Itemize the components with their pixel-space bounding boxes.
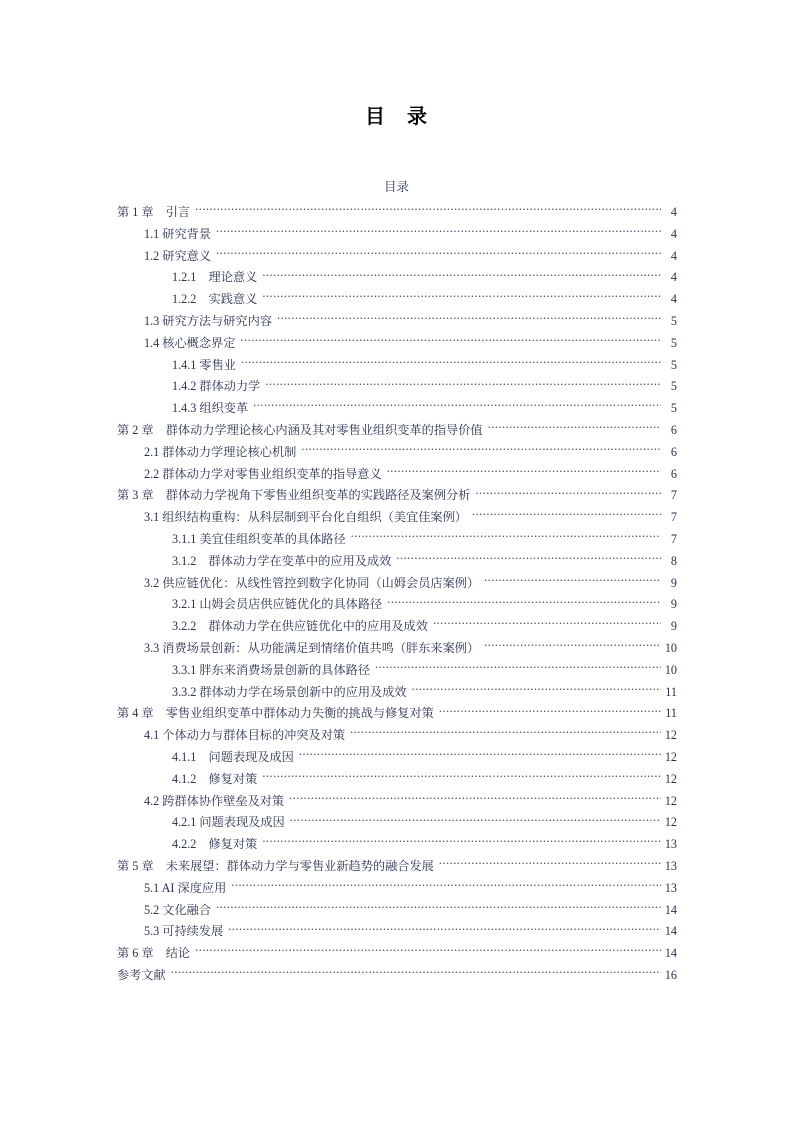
toc-entry[interactable] [117, 682, 677, 704]
toc-dot-leader [195, 945, 661, 957]
toc-entry[interactable] [117, 333, 677, 355]
toc-page-number: 6 [670, 422, 677, 437]
toc-entry[interactable] [117, 246, 677, 268]
toc-dot-leader [241, 357, 661, 369]
toc-entry[interactable] [117, 812, 677, 834]
toc-entry-label: 4.1.2 修复对策 [172, 771, 258, 786]
toc-dot-leader [439, 705, 661, 717]
toc-dot-leader [195, 204, 661, 216]
toc-dot-leader [387, 596, 661, 608]
toc-dot-leader [290, 814, 661, 826]
toc-page-number: 10 [664, 640, 677, 655]
toc-entry-label: 1.4.3 组织变革 [172, 401, 249, 416]
toc-dot-leader [262, 291, 661, 303]
toc-dot-leader [412, 684, 661, 696]
toc-page-number: 5 [670, 357, 677, 372]
toc-entry[interactable] [117, 921, 677, 943]
toc-dot-leader [350, 727, 661, 739]
toc-dot-leader [262, 836, 661, 848]
toc-page-number: 8 [670, 553, 677, 568]
toc-dot-leader [277, 313, 661, 325]
toc-dot-leader [262, 771, 661, 783]
toc-entry[interactable] [117, 224, 677, 246]
toc-page-number: 14 [664, 924, 677, 939]
toc-entry-label: 第 6 章 结论 [117, 946, 191, 961]
toc-page-number: 13 [664, 858, 677, 873]
toc-entry-label: 第 1 章 引言 [117, 205, 191, 219]
toc-entry[interactable] [117, 289, 677, 311]
toc-page-number: 6 [670, 466, 677, 481]
toc-entry[interactable] [117, 725, 677, 747]
toc-entry-label: 5.2 文化融合 [144, 902, 212, 917]
toc-entry-label: 3.1.2 群体动力学在变革中的应用及成效 [172, 553, 392, 568]
toc-page-number: 9 [670, 575, 677, 590]
toc-entry-label: 4.1.1 问题表现及成因 [172, 749, 294, 764]
toc-page-number: 4 [670, 270, 677, 285]
toc-entry[interactable] [117, 769, 677, 791]
toc-entry[interactable] [117, 420, 677, 442]
toc-entry-label: 第 2 章 群体动力学理论核心内涵及其对零售业组织变革的指导价值 [117, 422, 483, 437]
toc-dot-leader [484, 575, 661, 587]
toc-entry-label: 第 3 章 群体动力学视角下零售业组织变革的实践路径及案例分析 [117, 488, 471, 503]
toc-dot-leader [171, 967, 661, 979]
toc-dot-leader [289, 793, 661, 805]
toc-entry[interactable] [117, 703, 677, 725]
toc-dot-leader [216, 226, 661, 238]
toc-entry[interactable] [117, 965, 677, 987]
toc-entry-label: 第 4 章 零售业组织变革中群体动力失衡的挑战与修复对策 [117, 706, 434, 721]
toc-entry[interactable] [117, 464, 677, 486]
toc-entry-label: 3.2 供应链优化：从线性管控到数字化协同（山姆会员店案例） [144, 575, 480, 590]
toc-entry[interactable] [117, 900, 677, 922]
toc-dot-leader [299, 749, 661, 761]
toc-dot-leader [301, 444, 661, 456]
toc-entry[interactable] [117, 660, 677, 682]
toc-dot-leader [439, 858, 661, 870]
toc-entry-label: 1.4 核心概念界定 [144, 335, 236, 350]
toc-entry-label: 3.3 消费场景创新：从功能满足到情绪价值共鸣（胖东来案例） [144, 640, 480, 655]
toc-dot-leader [472, 509, 661, 521]
toc-entry[interactable] [117, 573, 677, 595]
toc-entry-label: 2.1 群体动力学理论核心机制 [144, 444, 297, 459]
toc-entry[interactable] [117, 856, 677, 878]
toc-page-number: 12 [664, 728, 677, 743]
toc-entry[interactable] [117, 485, 677, 507]
toc-entry-label: 1.3 研究方法与研究内容 [144, 313, 272, 328]
toc-entry-label: 1.2.1 理论意义 [172, 270, 258, 285]
toc-dot-leader [387, 466, 661, 478]
toc-dot-leader [484, 640, 661, 652]
toc-page-number: 5 [670, 379, 677, 394]
toc-entry-label: 3.3.1 胖东来消费场景创新的具体路径 [172, 662, 371, 677]
toc-entry-label: 4.2 跨群体协作壁垒及对策 [144, 793, 285, 808]
toc-page-number: 12 [664, 771, 677, 786]
toc-page-number: 9 [670, 597, 677, 612]
toc-page-number: 5 [670, 313, 677, 328]
toc-entry[interactable] [117, 442, 677, 464]
toc-entry[interactable] [117, 594, 677, 616]
toc-page-number: 7 [670, 531, 677, 546]
toc-page-number: 11 [665, 706, 677, 721]
toc-dot-leader [228, 923, 661, 935]
toc-dot-leader [433, 618, 661, 630]
toc-page-number: 11 [665, 684, 677, 699]
toc-page-number: 9 [670, 619, 677, 634]
toc-dot-leader [265, 378, 661, 390]
toc-entry-label: 1.2.2 实践意义 [172, 292, 258, 307]
toc-entry-label: 3.1.1 美宜佳组织变革的具体路径 [172, 531, 346, 546]
toc-page-number: 4 [670, 292, 677, 307]
toc-entry[interactable] [117, 638, 677, 660]
toc-entry[interactable] [117, 791, 677, 813]
toc-entry[interactable] [117, 398, 677, 420]
toc-entry[interactable] [117, 834, 677, 856]
toc-dot-leader [216, 248, 661, 260]
table-of-contents [117, 202, 677, 987]
toc-page-number: 7 [670, 510, 677, 525]
toc-page-number: 5 [670, 335, 677, 350]
toc-entry[interactable] [117, 747, 677, 769]
toc-entry-label: 4.1 个体动力与群体目标的冲突及对策 [144, 728, 346, 743]
toc-entry-label: 5.1 AI 深度应用 [144, 880, 227, 895]
toc-entry[interactable] [117, 943, 677, 965]
toc-entry[interactable] [117, 551, 677, 573]
toc-entry-label: 参考文献 [117, 967, 166, 982]
toc-entry[interactable] [117, 507, 677, 529]
toc-page-number: 13 [664, 837, 677, 852]
toc-page-number: 13 [664, 880, 677, 895]
toc-page-number: 14 [664, 946, 677, 961]
toc-dot-leader [351, 531, 661, 543]
toc-dot-leader [396, 553, 661, 565]
toc-page-number: 12 [664, 815, 677, 830]
toc-page-number: 5 [670, 401, 677, 416]
toc-entry[interactable] [117, 202, 677, 224]
toc-dot-leader [216, 902, 661, 914]
toc-dot-leader [231, 880, 661, 892]
toc-page-number: 12 [664, 793, 677, 808]
toc-page-number: 14 [664, 902, 677, 917]
toc-entry-label: 第 5 章 未来展望：群体动力学与零售业新趋势的融合发展 [117, 858, 434, 873]
toc-entry[interactable] [117, 267, 677, 289]
toc-dot-leader [475, 487, 661, 499]
toc-page-number: 7 [670, 488, 677, 503]
toc-page-number: 12 [664, 749, 677, 764]
toc-entry-label: 4.2.1 问题表现及成因 [172, 815, 285, 830]
toc-entry-label: 1.4.2 群体动力学 [172, 379, 261, 394]
toc-entry-label: 3.3.2 群体动力学在场景创新中的应用及成效 [172, 684, 407, 699]
toc-dot-leader [488, 422, 661, 434]
toc-entry-label: 2.2 群体动力学对零售业组织变革的指导意义 [144, 466, 382, 481]
toc-dot-leader [240, 335, 661, 347]
toc-entry[interactable] [117, 311, 677, 333]
toc-page-number: 4 [670, 226, 677, 241]
toc-page-number: 6 [670, 444, 677, 459]
toc-dot-leader [262, 269, 661, 281]
toc-entry[interactable] [117, 878, 677, 900]
toc-dot-leader [375, 662, 661, 674]
toc-page-number: 16 [664, 967, 677, 982]
toc-page-number: 4 [670, 205, 677, 219]
toc-entry[interactable] [117, 616, 677, 638]
toc-entry-label: 3.2.1 山姆会员店供应链优化的具体路径 [172, 597, 383, 612]
toc-entry[interactable] [117, 376, 677, 398]
toc-page-number: 10 [664, 662, 677, 677]
toc-entry[interactable] [117, 355, 677, 377]
toc-entry-label: 1.1 研究背景 [144, 226, 212, 241]
toc-entry-label: 1.4.1 零售业 [172, 357, 236, 372]
toc-entry-label: 4.2.2 修复对策 [172, 837, 258, 852]
page-title: 目 录 [365, 106, 428, 128]
toc-entry-label: 1.2 研究意义 [144, 248, 212, 263]
toc-entry[interactable] [117, 529, 677, 551]
toc-entry-label: 3.2.2 群体动力学在供应链优化中的应用及成效 [172, 619, 428, 634]
toc-entry-label: 3.1 组织结构重构：从科层制到平台化自组织（美宜佳案例） [144, 510, 467, 525]
toc-dot-leader [253, 400, 661, 412]
toc-page-number: 4 [670, 248, 677, 263]
toc-heading: 目录 [383, 180, 409, 194]
toc-entry-label: 5.3 可持续发展 [144, 924, 224, 939]
